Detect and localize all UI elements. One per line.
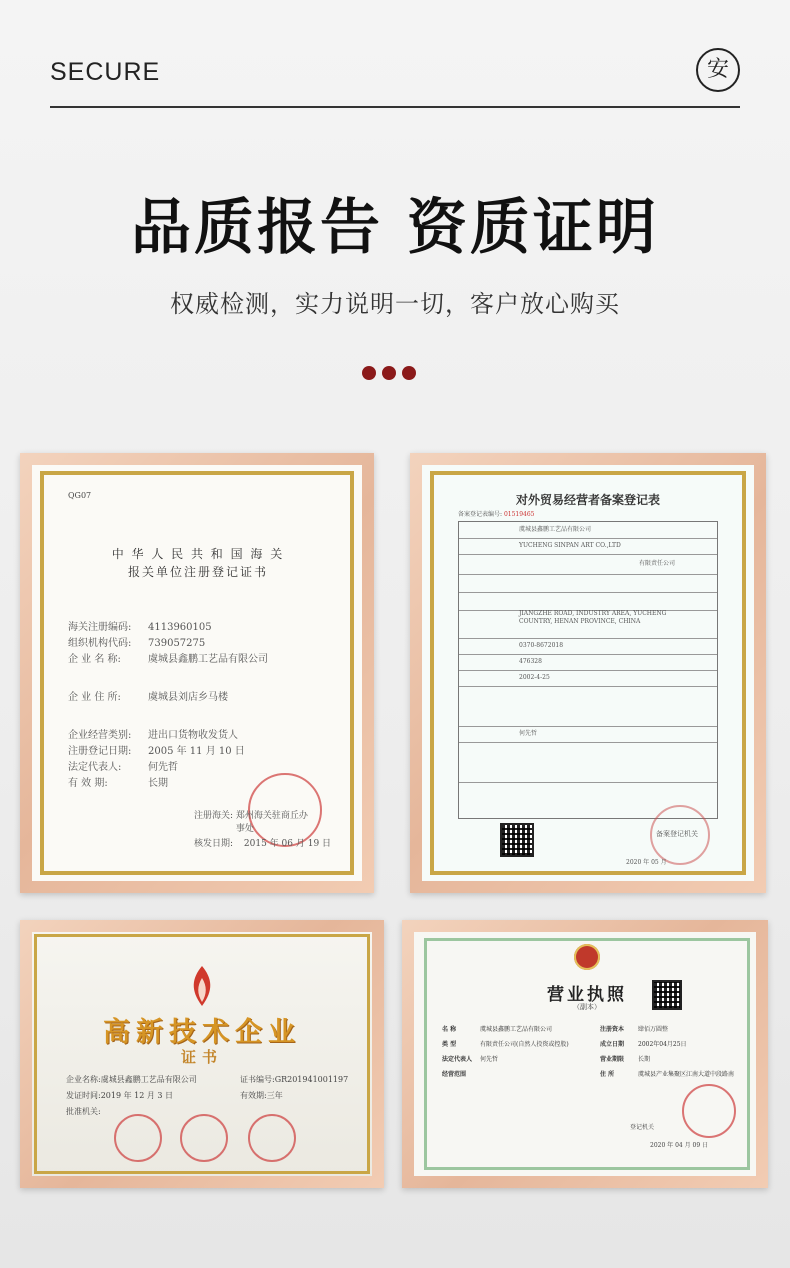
- red-seal: [248, 1114, 296, 1162]
- field-label: 成立日期: [600, 1041, 625, 1048]
- field-value: 4113960105: [148, 622, 212, 633]
- dot-icon: [362, 366, 376, 380]
- cert-title-2: 报关单位注册登记证书: [127, 565, 268, 579]
- reg-row: [458, 509, 535, 518]
- cert-field-row: [68, 758, 178, 773]
- cert-code: QG07: [68, 491, 92, 500]
- field-label: 营业期限: [600, 1056, 625, 1063]
- field-label: 海关注册编码:: [68, 622, 132, 633]
- table-row: 2002-4-25: [459, 670, 717, 687]
- customs-certificate: [58, 483, 338, 863]
- field-value: 虞城县鑫鹏工艺品有限公司: [148, 654, 268, 665]
- certificate-customs-frame: [20, 453, 374, 893]
- certificate-license-frame: [402, 920, 768, 1188]
- table-row: [459, 592, 717, 611]
- table-row: [459, 742, 717, 783]
- license-field-row: [442, 1024, 598, 1033]
- license-field-row: [442, 1039, 598, 1048]
- brand-text: SECURE: [50, 58, 161, 86]
- certificate-hightech-frame: [20, 920, 384, 1188]
- red-seal: [180, 1114, 228, 1162]
- certno-label: 证书编号:: [240, 1075, 275, 1084]
- license-field-row: [600, 1039, 740, 1048]
- cert-field-row: [68, 618, 212, 633]
- security-seal-icon: 安: [696, 48, 740, 92]
- registrar-value: 郑州海关驻商丘办事处: [235, 811, 308, 834]
- valid-value: 三年: [266, 1091, 283, 1100]
- field-value: 进出口货物收发货人: [148, 730, 238, 741]
- decorative-dots: [362, 365, 422, 381]
- license-field-row: [442, 1069, 598, 1078]
- license-fields-left: [442, 1024, 598, 1134]
- license-certificate: [434, 944, 740, 1168]
- field-value: 739057275: [148, 638, 206, 649]
- certificate-trade-frame: [410, 453, 766, 893]
- approver-label: 批准机关:: [66, 1107, 101, 1116]
- table-row: 有限责任公司: [459, 554, 717, 575]
- hightech-title: 高新技术企业: [103, 1017, 301, 1048]
- field-label: 住 所: [600, 1071, 615, 1078]
- field-value: 长期: [148, 778, 168, 789]
- header-divider: [50, 106, 740, 108]
- cert-field-row: [68, 650, 268, 665]
- dot-icon: [382, 366, 396, 380]
- company-row: [66, 1074, 197, 1085]
- field-label: 企 业 名 称:: [68, 654, 121, 665]
- field-value: 何先哲: [148, 762, 178, 773]
- field-value: 何先哲: [480, 1056, 499, 1063]
- cert-field-row: [68, 688, 228, 703]
- hightech-certificate: [44, 944, 360, 1164]
- reg-number: 01519465: [503, 511, 535, 518]
- red-seal: [682, 1084, 736, 1138]
- license-authority: 登记机关: [630, 1124, 655, 1131]
- issue-row: [194, 836, 331, 849]
- table-row: YUCHENG SINPAN ART CO.,LTD: [459, 538, 717, 555]
- field-value: 长期: [638, 1056, 651, 1063]
- trade-certificate: [450, 485, 726, 865]
- table-row: 0370-8672018: [459, 638, 717, 655]
- license-field-row: [442, 1054, 598, 1063]
- table-row: [459, 574, 717, 593]
- hightech-subtitle: 证书: [180, 1048, 223, 1066]
- field-value: 虞城县鑫鹏工艺品有限公司: [480, 1026, 553, 1033]
- issue-label: 核发日期:: [194, 839, 234, 849]
- date-row: [66, 1090, 173, 1101]
- license-date: 2020 年 04 月 09 日: [650, 1142, 709, 1149]
- date-value: 2019 年 12 月 3 日: [100, 1091, 174, 1100]
- field-label: 类 型: [442, 1041, 457, 1048]
- field-value: 虞城县刘店乡马楼: [148, 692, 228, 703]
- company-value: 虞城县鑫鹏工艺品有限公司: [100, 1075, 197, 1084]
- license-title: 营业执照: [547, 985, 627, 1005]
- field-value: 2002年04月25日: [638, 1041, 687, 1048]
- field-label: 注册登记日期:: [68, 746, 132, 757]
- trade-title: 对外贸易经营者备案登记表: [515, 493, 660, 507]
- trade-date: 2020 年 05 月: [626, 859, 667, 866]
- field-value: 虞城县产业集聚区江南大道中段路南: [638, 1071, 735, 1078]
- table-row: 476328: [459, 654, 717, 671]
- license-field-row: [600, 1054, 740, 1063]
- field-label: 组织机构代码:: [68, 638, 132, 649]
- field-label: 法定代表人:: [68, 762, 122, 773]
- field-label: 名 称: [442, 1026, 457, 1033]
- valid-row: [240, 1090, 283, 1101]
- cert-field-row: [68, 634, 205, 649]
- dot-icon: [402, 366, 416, 380]
- trade-table: [458, 521, 718, 819]
- cert-title-1: 中 华 人 民 共 和 国 海 关: [111, 547, 285, 561]
- registrar-row: [194, 808, 310, 834]
- table-row: JIANGZHE ROAD, INDUSTRY AREA, YUCHENG COUNTRY, HENAN PROVINCE, CHINA: [459, 610, 717, 639]
- trade-authority: 备案登记机关: [656, 830, 698, 838]
- license-field-row: [600, 1069, 740, 1078]
- license-subtitle: （副本）: [573, 1003, 601, 1011]
- table-row: 虞城县鑫鹏工艺品有限公司: [459, 522, 717, 539]
- field-value: 有限责任公司(自然人投资或控股): [480, 1041, 569, 1048]
- page-subtitle: 权威检测，实力说明一切，客户放心购买: [170, 290, 620, 318]
- field-label: 有 效 期:: [68, 778, 108, 789]
- flame-logo-icon: [184, 964, 220, 1008]
- field-label: 企业经营类别:: [68, 730, 132, 741]
- company-label: 企业名称:: [66, 1075, 101, 1084]
- field-label: 经营范围: [442, 1071, 467, 1078]
- issue-value: 2015 年 06 月 19 日: [243, 839, 332, 849]
- national-emblem-icon: [574, 944, 600, 970]
- registrar-label: 注册海关:: [194, 811, 234, 821]
- red-seal: [114, 1114, 162, 1162]
- qr-code-icon: [500, 823, 534, 857]
- reg-label: 备案登记表编号:: [458, 511, 503, 518]
- qr-code-icon: [652, 980, 682, 1010]
- valid-label: 有效期:: [240, 1091, 267, 1100]
- cert-field-row: [68, 742, 245, 757]
- certno-value: GR201941001197: [274, 1075, 349, 1084]
- field-label: 法定代表人: [442, 1056, 473, 1063]
- license-field-row: [600, 1024, 740, 1033]
- cert-field-row: [68, 726, 238, 741]
- page-title: 品质报告 资质证明: [131, 193, 659, 263]
- top-bar: [50, 40, 740, 106]
- field-label: 企 业 住 所:: [68, 692, 121, 703]
- table-row: [459, 686, 717, 727]
- certno-row: [240, 1074, 348, 1085]
- field-value: 2005 年 11 月 10 日: [148, 746, 245, 757]
- cert-field-row: [68, 774, 168, 789]
- field-value: 肆佰万圆整: [638, 1026, 669, 1033]
- field-label: 注册资本: [600, 1026, 625, 1033]
- table-row: 何先哲: [459, 726, 717, 743]
- date-label: 发证时间:: [66, 1091, 101, 1100]
